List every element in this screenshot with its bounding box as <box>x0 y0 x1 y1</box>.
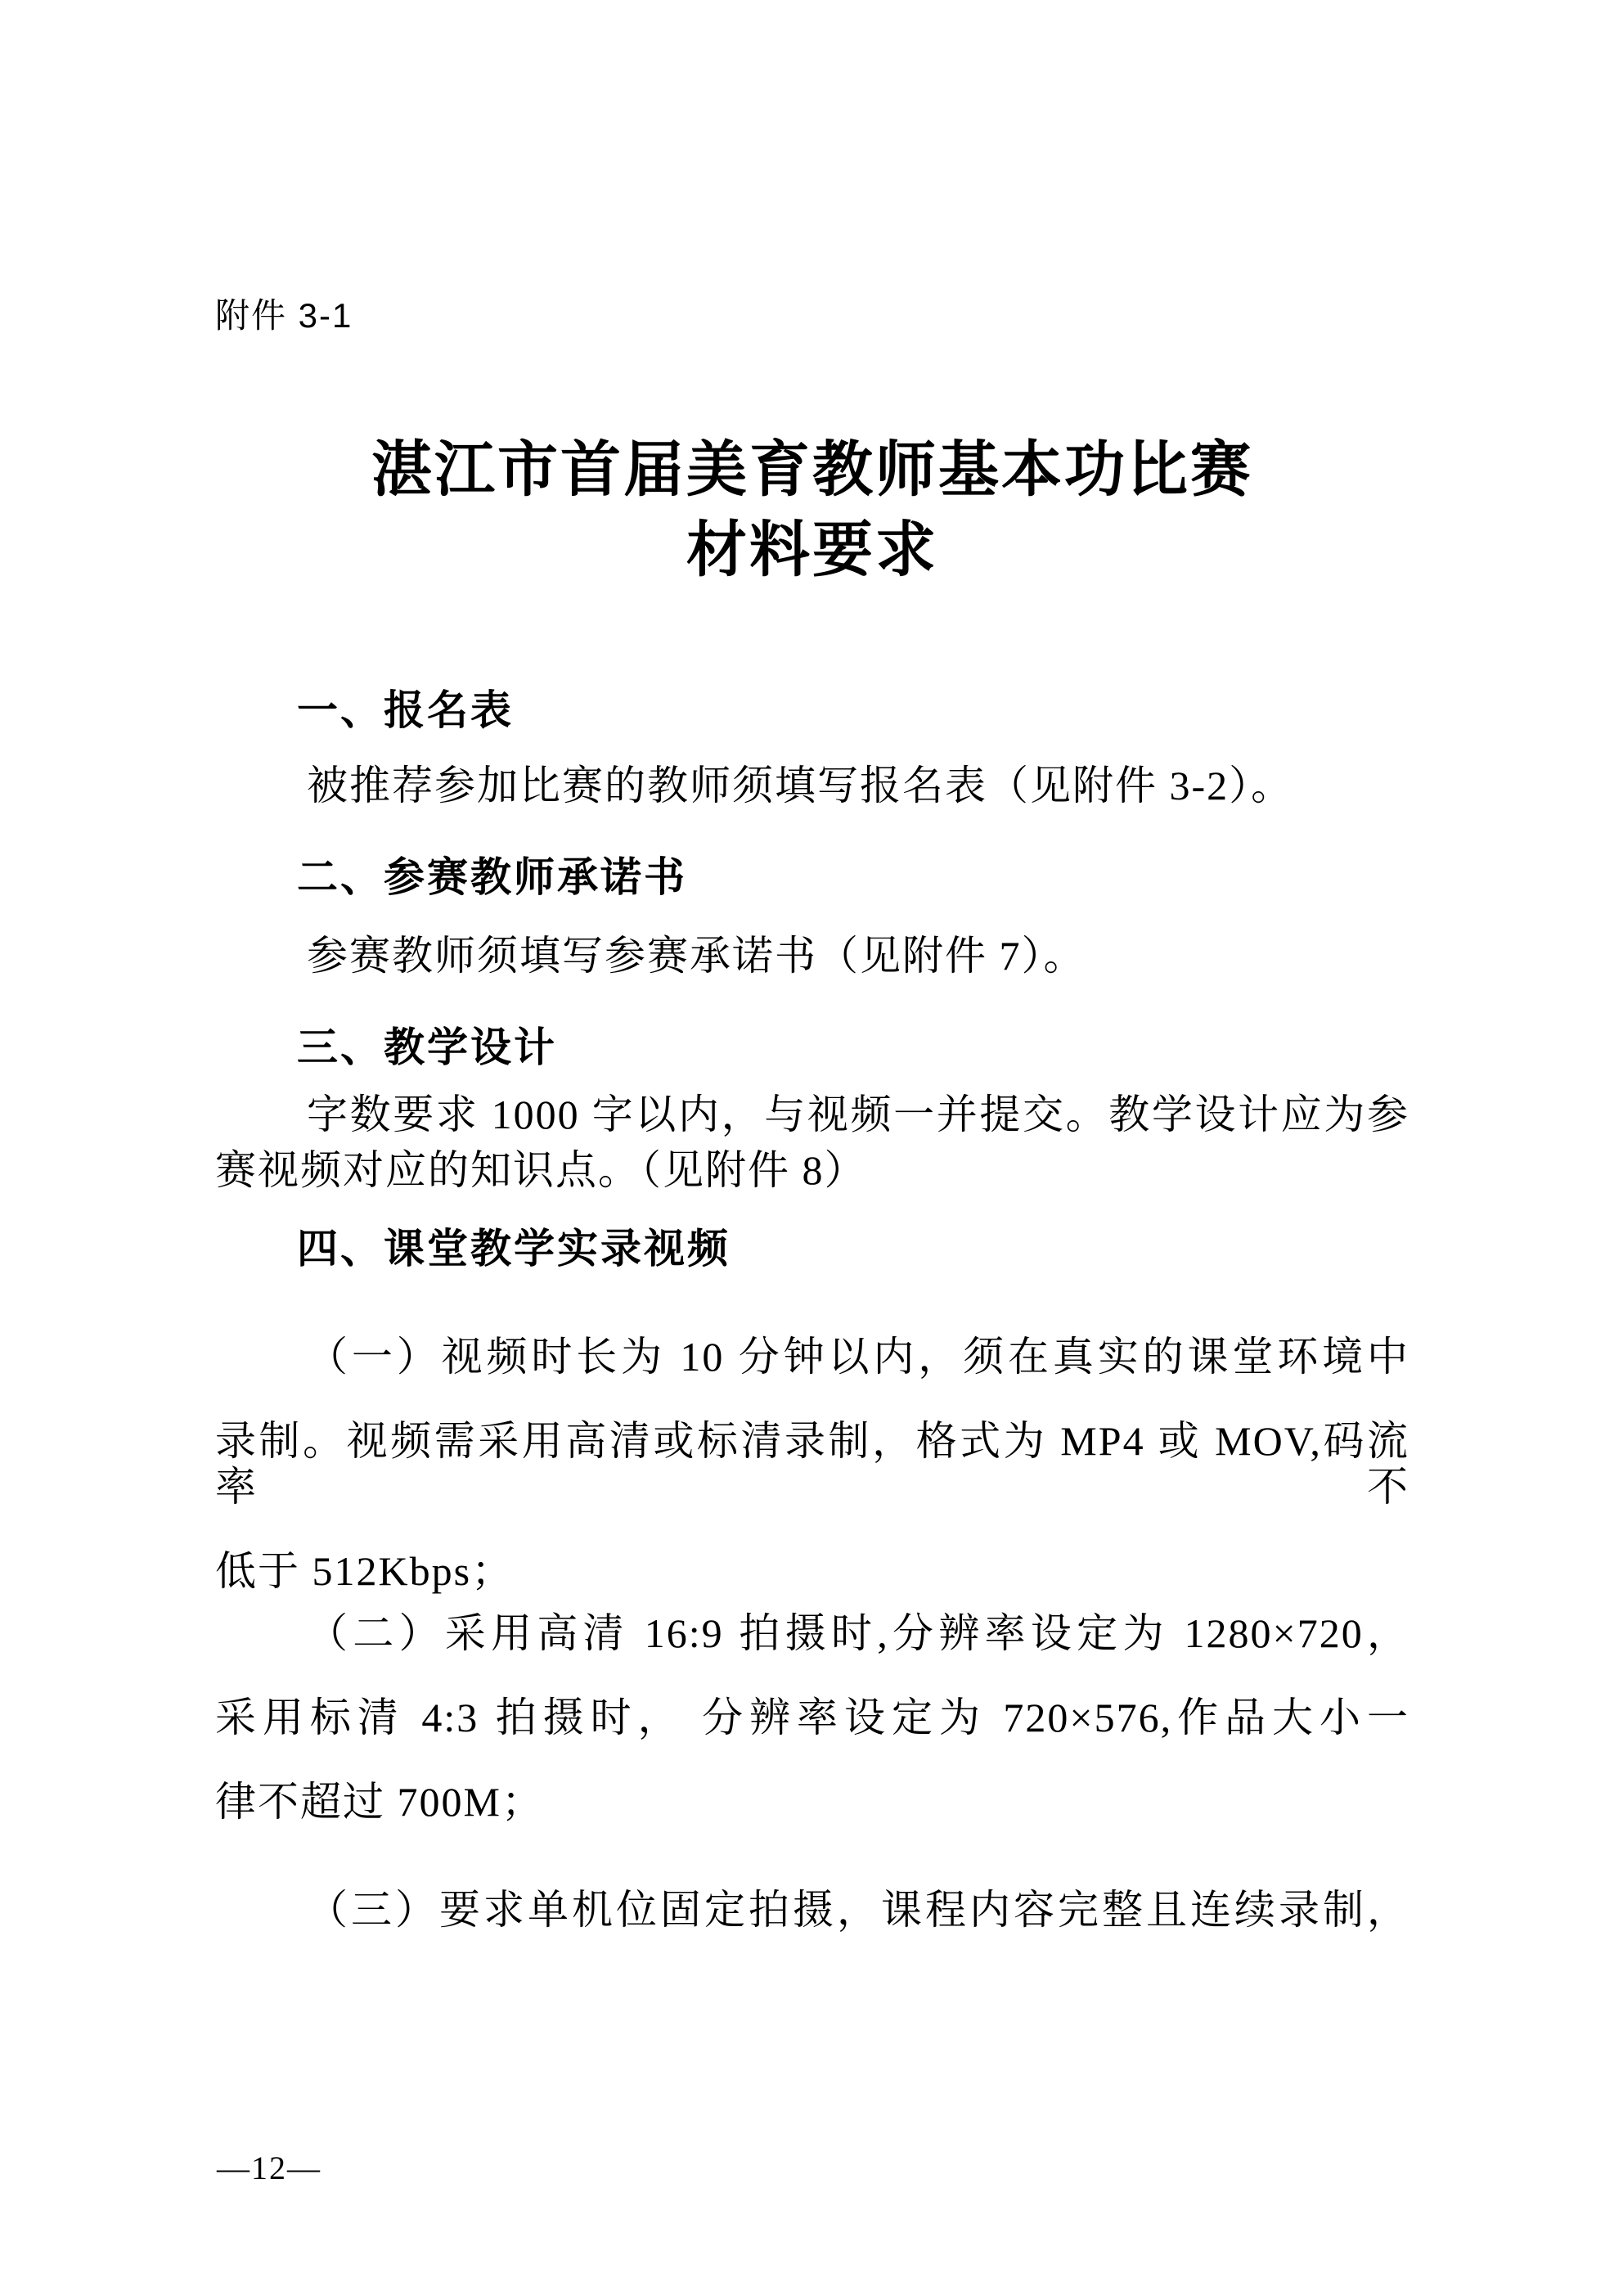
section-4-paragraph-2-line-1: （二）采用高清 16:9 拍摄时,分辨率设定为 1280×720， <box>307 1610 1409 1656</box>
page-number: —12— <box>217 2150 321 2186</box>
section-4-paragraph-2 <box>215 1610 1409 1825</box>
section-4-paragraph-1 <box>215 1334 1409 1594</box>
section-1-heading: 一、报名表 <box>297 687 514 733</box>
section-4-paragraph-3 <box>215 1887 1409 1933</box>
section-4-paragraph-2-line-2: 采用标清 4:3 拍摄时， 分辨率设定为 720×576,作品大小一 <box>215 1695 1409 1740</box>
section-3-paragraph-line-1: 字数要求 1000 字以内，与视频一并提交。教学设计应为参 <box>307 1092 1409 1137</box>
section-2-paragraph: 参赛教师须填写参赛承诺书（见附件 7）。 <box>307 933 1086 979</box>
section-2-heading: 二、参赛教师承诺书 <box>297 854 687 900</box>
page-content <box>215 0 1409 2296</box>
section-4-paragraph-1-line-2: 录制。视频需采用高清或标清录制，格式为 MP4 或 MOV,码流率不 <box>215 1418 1409 1510</box>
section-4-paragraph-3-line-1: （三）要求单机位固定拍摄，课程内容完整且连续录制， <box>307 1887 1409 1933</box>
section-4-paragraph-2-line-3: 律不超过 700M； <box>215 1779 544 1825</box>
section-3-paragraph-line-2: 赛视频对应的知识点。（见附件 8） <box>215 1147 867 1193</box>
section-3-heading: 三、教学设计 <box>297 1024 557 1070</box>
document-title <box>215 439 1409 583</box>
section-4-paragraph-1-line-1: （一）视频时长为 10 分钟以内，须在真实的课堂环境中 <box>307 1334 1409 1380</box>
section-4-paragraph-1-line-3: 低于 512Kbps； <box>215 1548 515 1594</box>
section-1-paragraph: 被推荐参加比赛的教师须填写报名表（见附件 3-2）。 <box>307 763 1294 808</box>
document-title-line-1: 湛江市首届美育教师基本功比赛 <box>371 437 1253 504</box>
document-title-line-2: 材料要求 <box>686 517 938 584</box>
section-4-heading: 四、课堂教学实录视频 <box>297 1226 731 1272</box>
attachment-label: 附件 3-1 <box>215 296 353 335</box>
section-3-paragraph <box>215 1092 1409 1193</box>
